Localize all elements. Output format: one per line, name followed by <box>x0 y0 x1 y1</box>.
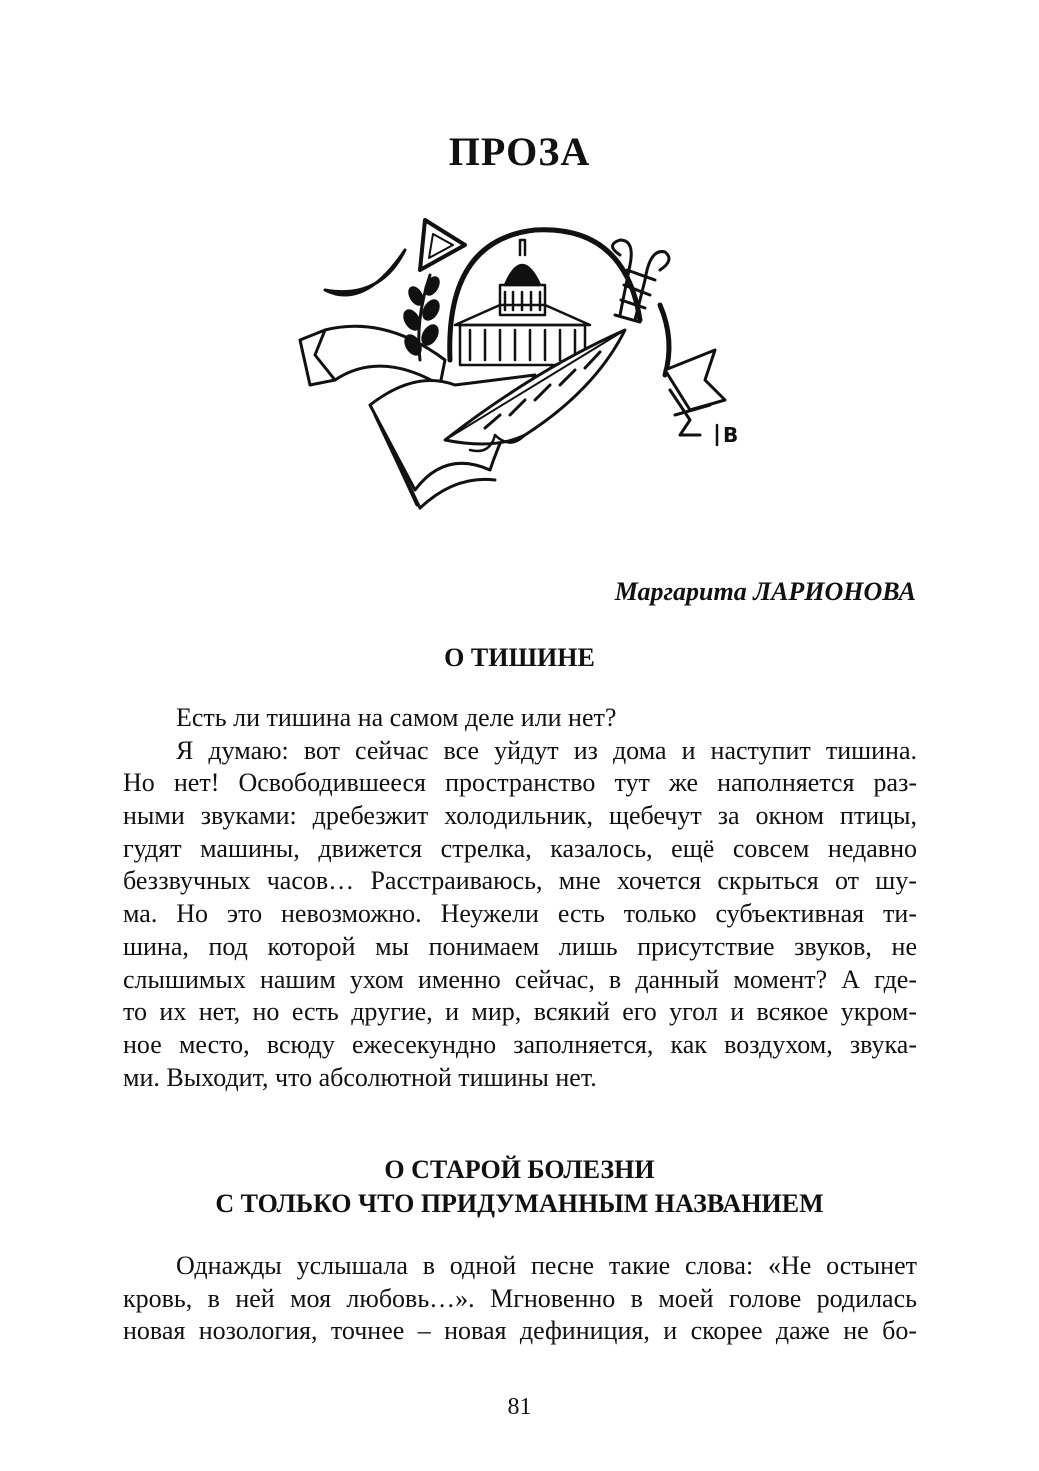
text-line: гудят машины, движется стрелка, казалось, ещё совсем недавно <box>123 833 917 863</box>
text-line: ное место, всюду ежесекундно заполняется, как воздухом, звука- <box>123 1029 917 1059</box>
triangle-icon <box>420 220 465 270</box>
text-line: Я думаю: вот сейчас все уйдут из дома и наступит тишина. <box>176 735 917 765</box>
text-line: беззвучных часов… Расстраиваюсь, мне хочется скрыться от шу- <box>123 866 917 896</box>
text-line: новая нозология, точнее – новая дефиниция, и скорее даже не бо- <box>123 1316 917 1346</box>
essay-title-line: С ТОЛЬКО ЧТО ПРИДУМАННЫМ НАЗВАНИЕМ <box>215 1189 824 1218</box>
text-line: слышимых нашим ухом именно сейчас, в данный момент? А где- <box>123 964 917 994</box>
right-ribbon <box>665 350 725 435</box>
text-line: Однажды услышала в одной песне такие слова: «Не остынет <box>176 1251 917 1280</box>
text-line: Но нет! Освободившееся пространство тут же наполняется раз- <box>123 768 917 798</box>
essay-title-line: О СТАРОЙ БОЛЕЗНИ <box>384 1155 655 1184</box>
emblem-monogram: В <box>723 423 739 447</box>
page-number: 81 <box>507 1394 532 1420</box>
text-line: шина, под которой мы понимаем лишь присутствие звуков, не <box>123 931 917 961</box>
prose-section-emblem <box>295 210 755 510</box>
essay-text <box>123 702 917 1094</box>
author-name: Маргарита ЛАРИОНОВА <box>614 577 916 606</box>
text-line: ми. Выходит, что абсолютной тишины нет. <box>123 1062 597 1092</box>
essay-title <box>0 1153 1039 1221</box>
text-line: кровь, в ней моя любовь…». Мгновенно в моей голове родилась <box>123 1283 917 1313</box>
text-line: то их нет, но есть другие, и мир, всякий его угол и всякое укром- <box>123 997 917 1027</box>
essay-title: О ТИШИНЕ <box>444 643 595 672</box>
laurel-branch-icon <box>402 275 441 360</box>
essay-text <box>123 1250 917 1348</box>
text-line: ными звуками: дребезжит холодильник, щебечут за окном птицы, <box>123 801 917 831</box>
text-line: ма. Но это невозможно. Неужели есть только субъективная ти- <box>123 899 917 929</box>
section-title: ПРОЗА <box>448 129 591 174</box>
text-line: Есть ли тишина на самом деле или нет? <box>176 703 617 732</box>
crescent-moon-icon <box>325 250 405 295</box>
